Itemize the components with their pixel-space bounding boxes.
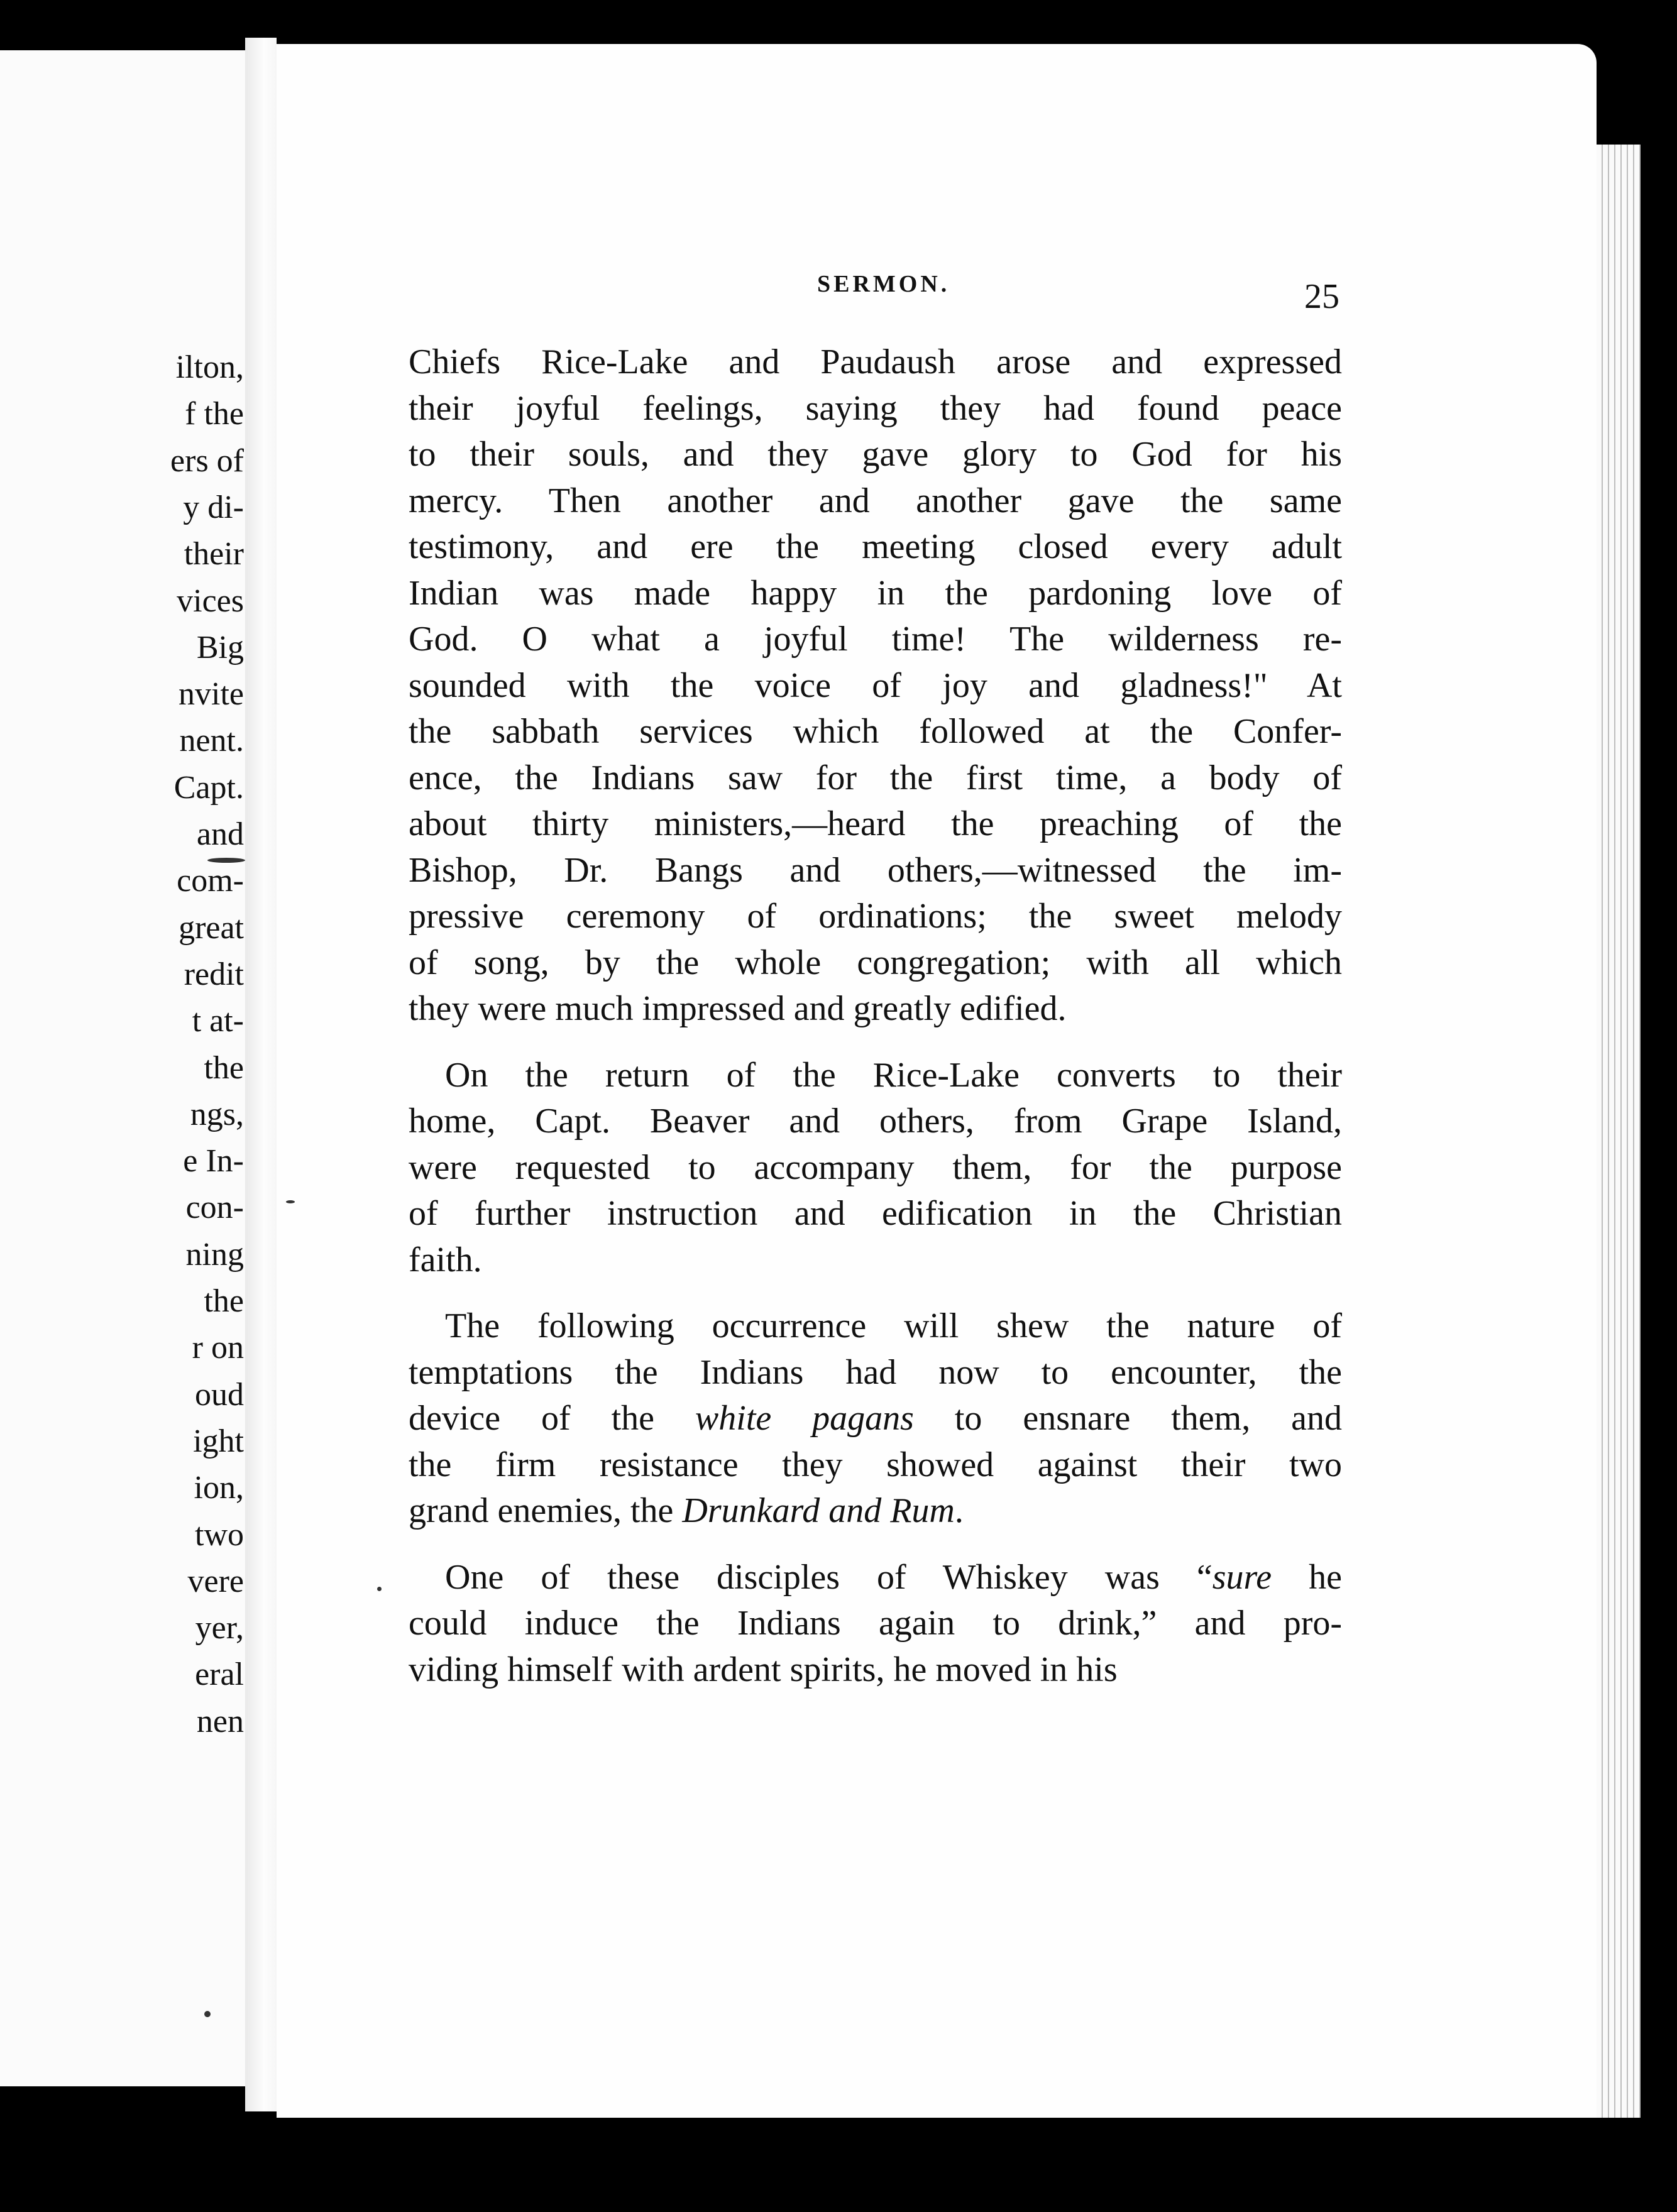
left-page-line: the: [204, 1049, 244, 1086]
text-line: pressive ceremony of ordinations; the sweet melody: [409, 897, 1342, 936]
text-line: could induce the Indians again to drink,” and pro-: [409, 1604, 1342, 1643]
left-page-line: t at-: [192, 1003, 244, 1039]
scan-speck: [204, 2011, 211, 2017]
text-line: device of the white pagans to ensnare them, and: [409, 1399, 1342, 1438]
left-page-line: yer,: [195, 1610, 244, 1646]
scan-speck: [207, 858, 245, 863]
text-line: were requested to accompany them, for the purpose: [409, 1147, 1342, 1187]
text-line: grand enemies, the Drunkard and Rum.: [409, 1491, 964, 1530]
text-line: to their souls, and they gave glory to God for his: [409, 435, 1342, 474]
paragraph: [409, 339, 1342, 1032]
left-page-line: ning: [185, 1236, 244, 1273]
text-line: mercy. Then another and another gave the same: [409, 481, 1342, 520]
left-page-line: nent.: [179, 723, 244, 759]
left-page-line: con-: [185, 1190, 244, 1226]
left-page-line: ion,: [194, 1470, 244, 1506]
text-line: Indian was made happy in the pardoning love of: [409, 573, 1342, 613]
scan-speck: [286, 1200, 295, 1203]
text-line: Chiefs Rice-Lake and Paudaush arose and expressed: [409, 342, 1342, 381]
text-line: The following occurrence will shew the nature of: [445, 1306, 1342, 1345]
paragraph: [409, 1053, 1342, 1284]
left-page-line: their: [184, 536, 244, 572]
left-page-line: ight: [193, 1423, 244, 1459]
paragraph-gap: [409, 1283, 1342, 1303]
text-line: faith.: [409, 1240, 482, 1279]
left-page-line: com-: [177, 863, 244, 899]
left-page-line: eral: [195, 1656, 244, 1693]
left-page-line: oud: [195, 1376, 244, 1413]
paragraph-gap: [409, 1535, 1342, 1555]
paragraph: [409, 1555, 1342, 1694]
running-head: SERMON.: [817, 271, 950, 297]
left-page-line: redit: [184, 956, 244, 992]
book-gutter: [245, 38, 277, 2111]
left-page-line: ngs,: [190, 1096, 244, 1132]
left-page-line: f the: [185, 396, 244, 432]
left-page-line: the: [204, 1283, 244, 1319]
scan-speck: [377, 1587, 382, 1591]
text-line: testimony, and ere the meeting closed every adult: [409, 527, 1342, 566]
left-page-line: vices: [177, 583, 244, 619]
left-page-line: Big: [196, 629, 244, 665]
left-page-line: nvite: [179, 676, 244, 713]
text-line: of song, by the whole congregation; with all which: [409, 943, 1342, 982]
text-line: God. O what a joyful time! The wilderness re-: [409, 620, 1342, 659]
left-page-line: nen: [196, 1703, 244, 1739]
text-line: sounded with the voice of joy and gladness!" At: [409, 665, 1342, 705]
paragraph: [409, 1303, 1342, 1535]
text-line: the sabbath services which followed at the Confer-: [409, 712, 1342, 751]
text-line: they were much impressed and greatly edified.: [409, 989, 1067, 1028]
left-page-line: e In-: [183, 1143, 244, 1180]
page-edges: [1597, 145, 1641, 2118]
left-page-line: y di-: [183, 489, 244, 525]
text-line: about thirty ministers,—heard the preaching of the: [409, 804, 1342, 843]
text-line: the firm resistance they showed against their two: [409, 1445, 1342, 1484]
text-line: One of these disciples of Whiskey was “sure he: [445, 1557, 1342, 1597]
text-line: their joyful feelings, saying they had found peace: [409, 388, 1342, 428]
text-line: of further instruction and edification in the Christian: [409, 1194, 1342, 1233]
text-line: On the return of the Rice-Lake converts to their: [445, 1055, 1342, 1095]
text-line: temptations the Indians had now to encounter, the: [409, 1352, 1342, 1392]
paragraph-gap: [409, 1032, 1342, 1053]
left-page-line: two: [195, 1516, 244, 1553]
page-number: 25: [1304, 277, 1339, 316]
left-page-line: great: [179, 909, 244, 946]
left-page-line: ers of: [170, 442, 244, 479]
text-line: viding himself with ardent spirits, he moved in his: [409, 1650, 1118, 1689]
left-page-line: Capt.: [173, 769, 244, 806]
left-page-line: and: [196, 816, 244, 852]
left-page-line: vere: [187, 1563, 244, 1599]
body-text: [409, 339, 1342, 1693]
left-page-line: ilton,: [175, 349, 244, 385]
left-page-line: r on: [192, 1330, 244, 1366]
text-line: home, Capt. Beaver and others, from Grape Island,: [409, 1102, 1342, 1141]
text-line: Bishop, Dr. Bangs and others,—witnessed the im-: [409, 850, 1342, 890]
text-line: ence, the Indians saw for the first time, a body of: [409, 758, 1342, 797]
